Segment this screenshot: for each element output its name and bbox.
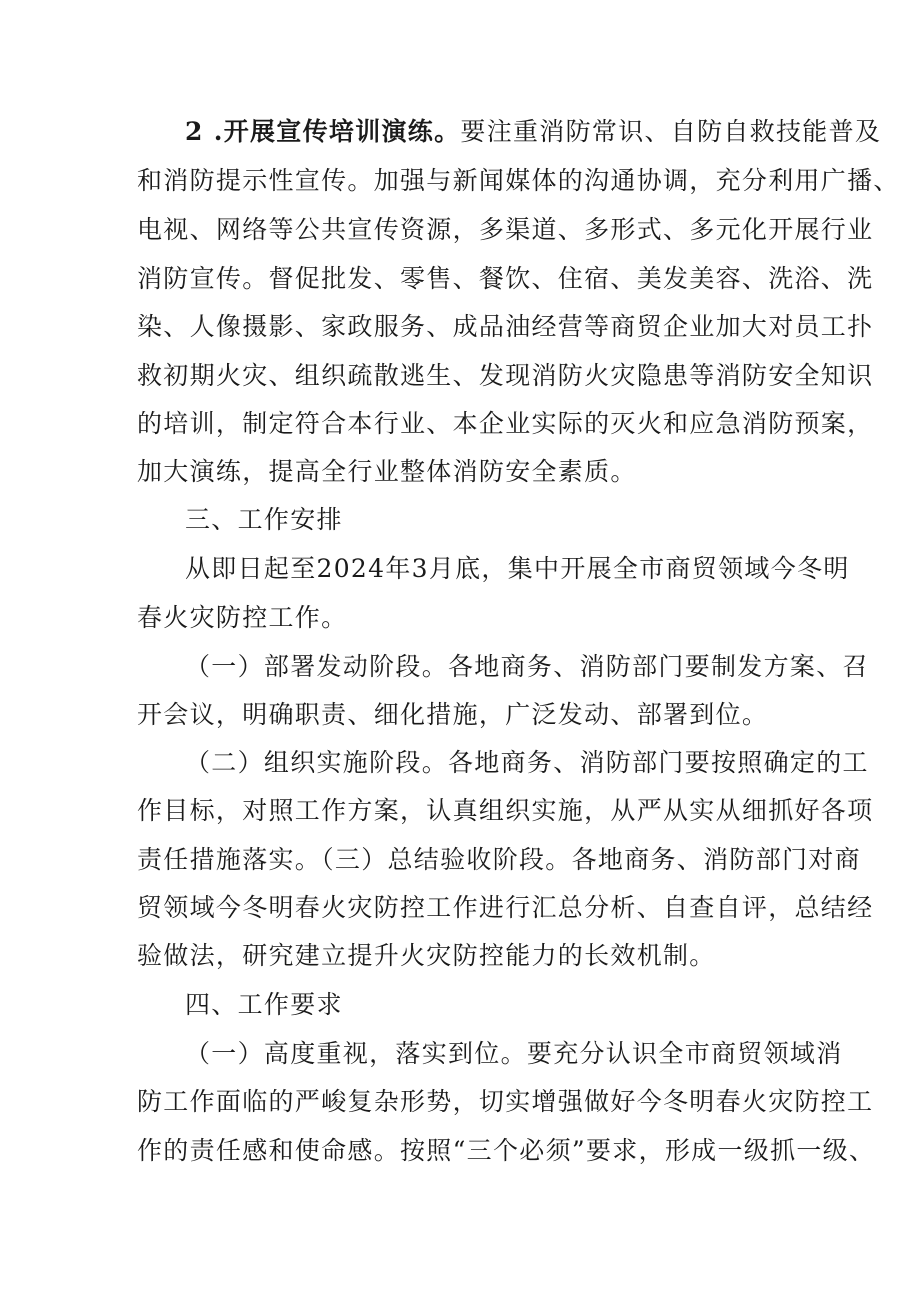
paragraph-line: 救初期火灾、组织疏散逃生、发现消防火灾隐患等消防安全知识 xyxy=(137,361,874,390)
section-heading: 四、工作要求 xyxy=(185,990,343,1019)
paragraph-line: 从即日起至2024年3月底，集中开展全市商贸领域今冬明 xyxy=(185,554,850,583)
paragraph-line: 验做法，研究建立提升火灾防控能力的长效机制。 xyxy=(137,941,716,970)
paragraph-line: 贸领域今冬明春火灾防控工作进行汇总分析、自查自评，总结经 xyxy=(137,893,874,922)
paragraph-text: 要注重消防常识、自防自救技能普及 xyxy=(460,117,882,146)
paragraph-line: 加大演练，提高全行业整体消防安全素质。 xyxy=(137,457,637,486)
section-heading: 三、工作安排 xyxy=(185,505,343,534)
paragraph-line: 作的责任感和使命感。按照“三个必须”要求，形成一级抓一级、 xyxy=(137,1136,876,1165)
paragraph-line: （二）组织实施阶段。各地商务、消防部门要按照确定的工 xyxy=(185,748,869,777)
paragraph-line: 防工作面临的严峻复杂形势，切实增强做好今冬明春火灾防控工 xyxy=(137,1087,874,1116)
paragraph-line: 作目标，对照工作方案，认真组织实施，从严从实从细抓好各项 xyxy=(137,796,874,825)
paragraph-line: （一）高度重视，落实到位。要充分认识全市商贸领域消 xyxy=(185,1039,843,1068)
paragraph-line: 开会议，明确职责、细化措施，广泛发动、部署到位。 xyxy=(137,700,769,729)
paragraph-line: 电视、网络等公共宣传资源，多渠道、多形式、多元化开展行业 xyxy=(137,215,874,244)
paragraph-line: 春火灾防控工作。 xyxy=(137,603,348,632)
paragraph-line: 染、人像摄影、家政服务、成品油经营等商贸企业加大对员工扑 xyxy=(137,312,874,341)
paragraph-line: （一）部署发动阶段。各地商务、消防部门要制发方案、召 xyxy=(185,652,869,681)
paragraph-line: 消防宣传。督促批发、零售、餐饮、住宿、美发美容、洗浴、洗 xyxy=(137,264,874,293)
paragraph-line xyxy=(185,115,881,149)
paragraph-line: 的培训，制定符合本行业、本企业实际的灭火和应急消防预案， xyxy=(137,409,874,438)
paragraph-line: 和消防提示性宣传。加强与新闻媒体的沟通协调，充分利用广播、 xyxy=(137,166,900,195)
item-heading: 2 .开展宣传培训演练。 xyxy=(185,117,461,146)
paragraph-line: 责任措施落实。（三）总结验收阶段。各地商务、消防部门对商 xyxy=(137,845,861,874)
